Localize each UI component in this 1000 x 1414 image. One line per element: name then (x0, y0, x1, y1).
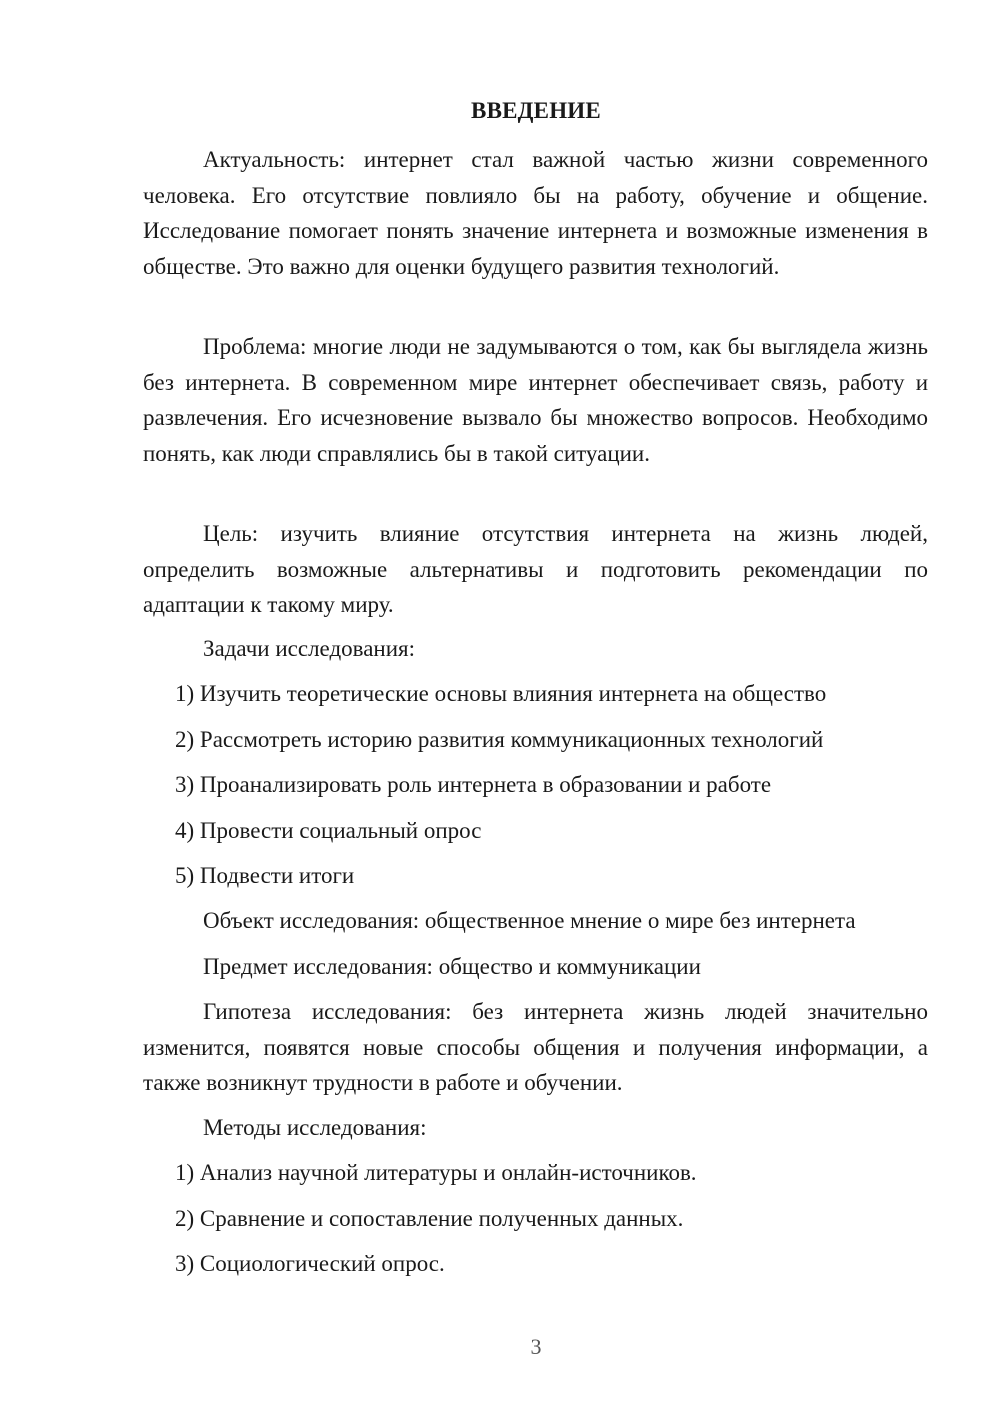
hypothesis-paragraph: Гипотеза исследования: без интернета жизнь людей значительно изменится, появятся новые способы общения и получения информации, а также возникнут трудности в работе и обучении. (143, 999, 928, 1095)
problem-paragraph: Проблема: многие люди не задумываются о том, как бы выглядела жизнь без интернета. В современном мире интернет обеспечивает связь, работу и развлечения. Его исчезновение вызвало бы множество вопросов. Необходимо понять, как люди справлялись бы в такой ситуации. (143, 334, 928, 466)
method-item: 3) Социологический опрос. (175, 1251, 445, 1276)
task-item: 4) Провести социальный опрос (175, 818, 482, 843)
goal-paragraph: Цель: изучить влияние отсутствия интернета на жизнь людей, определить возможные альтернативы и подготовить рекомендации по адаптации к такому миру. (143, 521, 928, 617)
methods-heading: Методы исследования: (203, 1115, 427, 1140)
page-title: ВВЕДЕНИЕ (471, 98, 601, 123)
subject-line: Предмет исследования: общество и коммуникации (203, 954, 701, 979)
task-item: 3) Проанализировать роль интернета в образовании и работе (175, 772, 772, 797)
method-item: 2) Сравнение и сопоставление полученных данных. (175, 1206, 684, 1231)
page-number: 3 (530, 1334, 542, 1359)
object-line: Объект исследования: общественное мнение о мире без интернета (203, 908, 856, 933)
relevance-paragraph: Актуальность: интернет стал важной частью жизни современного человека. Его отсутствие повлияло бы на работу, обучение и общение. Исследование помогает понять значение интернета и возможные изменения в обществе. Это важно для оценки будущего развития технологий. (143, 147, 928, 279)
task-item: 2) Рассмотреть историю развития коммуникационных технологий (175, 727, 824, 752)
task-item: 1) Изучить теоретические основы влияния интернета на общество (175, 681, 827, 706)
method-item: 1) Анализ научной литературы и онлайн-источников. (175, 1160, 697, 1185)
task-item: 5) Подвести итоги (175, 863, 355, 888)
tasks-heading: Задачи исследования: (203, 636, 416, 661)
